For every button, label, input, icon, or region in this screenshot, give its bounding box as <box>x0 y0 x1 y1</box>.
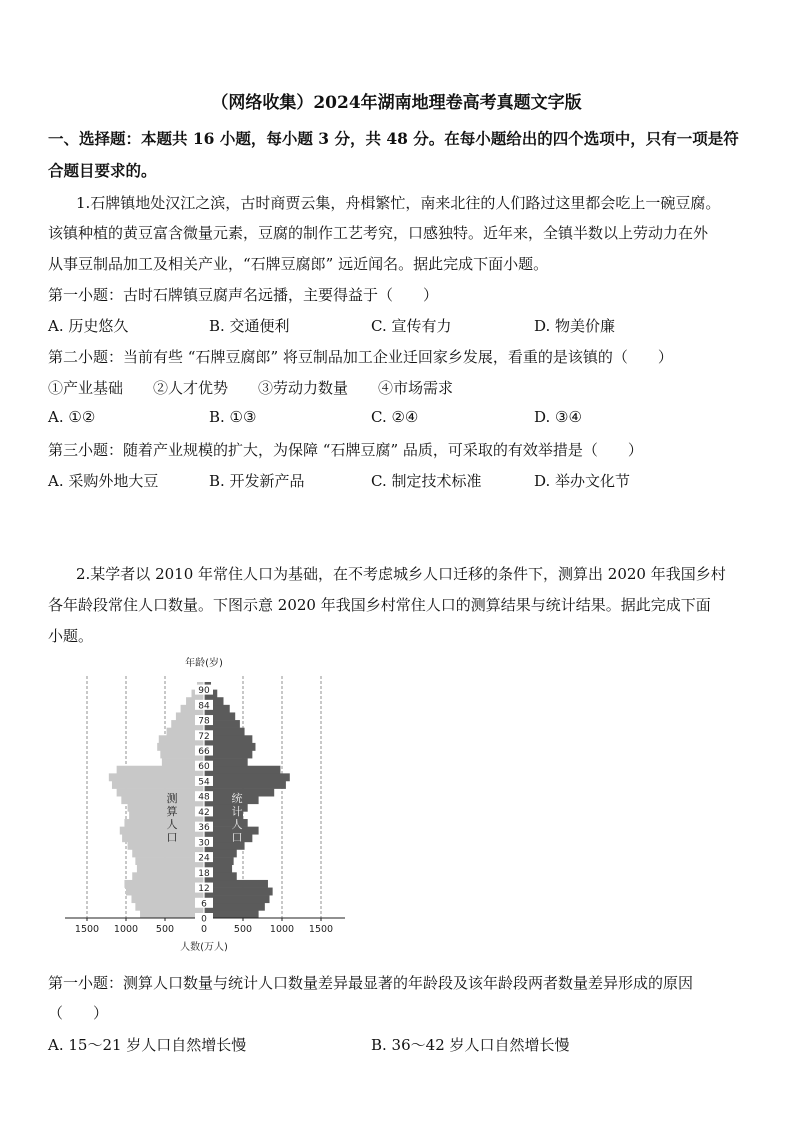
q1-sub1-option-a[interactable]: A. 历史悠久 <box>48 317 129 335</box>
x-tick-label-1: 1000 <box>113 924 139 935</box>
q1-sub2-option-c[interactable]: C. ②④ <box>371 408 419 426</box>
q2-sub1-question-line2: （ ） <box>48 1004 109 1022</box>
q1-stem-line1: 1.石牌镇地处汉江之滨，古时商贾云集，舟楫繁忙，南来北往的人们路过这里都会吃上一碗豆腐。 <box>76 194 721 212</box>
right-label-char-0: 统 <box>231 792 243 805</box>
left-label-char-0: 测 <box>166 792 178 805</box>
left-bar-33 <box>120 827 204 835</box>
y-tick-label-1: 6 <box>201 899 207 910</box>
left-bar-18 <box>137 865 204 873</box>
section-heading-line1: 一、选择题：本题共 16 小题，每小题 3 分，共 48 分。在每小题给出的四个选项中，只有一项是符 <box>48 129 739 148</box>
q1-sub2-items: ①产业基础 ②人才优势 ③劳动力数量 ④市场需求 <box>48 379 454 397</box>
y-tick-label-6: 36 <box>198 823 210 834</box>
right-bar-54 <box>204 773 290 781</box>
left-bar-6 <box>131 895 204 903</box>
y-tick-label-13: 78 <box>198 716 210 727</box>
right-label-char-3: 口 <box>231 831 243 844</box>
y-tick-label-14: 84 <box>198 701 210 712</box>
q1-stem-line3: 从事豆制品加工及相关产业，“石牌豆腐郎” 远近闻名。据此完成下面小题。 <box>48 255 549 273</box>
q1-sub2-option-d[interactable]: D. ③④ <box>534 408 582 426</box>
q1-sub3-option-b[interactable]: B. 开发新产品 <box>209 472 305 490</box>
x-tick-label-0: 1500 <box>74 924 100 935</box>
x-tick-label-2: 500 <box>155 924 175 935</box>
left-bar-3 <box>135 903 204 911</box>
x-tick-label-5: 1000 <box>269 924 295 935</box>
page-title: （网络收集）2024年湖南地理卷高考真题文字版 <box>211 93 582 113</box>
y-axis-label: 年龄(岁) <box>185 658 223 669</box>
x-tick-label-6: 1500 <box>308 924 334 935</box>
right-bar-51 <box>204 781 286 789</box>
left-bar-0 <box>140 910 204 918</box>
q2-stem-line3: 小题。 <box>48 627 94 645</box>
left-bar-54 <box>109 773 204 781</box>
y-tick-label-5: 30 <box>198 838 210 849</box>
y-tick-label-12: 72 <box>198 731 210 742</box>
left-bar-36 <box>124 819 204 827</box>
series-label-left <box>167 791 178 844</box>
q2-sub1-question-line1: 第一小题：测算人口数量与统计人口数量差异最显著的年龄段及该年龄段两者数量差异形成的原因 <box>48 974 694 992</box>
section-heading-line2: 合题目要求的。 <box>48 161 157 180</box>
x-tick-label-4: 500 <box>233 924 253 935</box>
y-tick-label-2: 12 <box>198 884 210 895</box>
x-tick-label-3: 0 <box>200 924 208 935</box>
y-tick-label-9: 54 <box>198 777 210 788</box>
q2-stem-line2: 各年龄段常住人口数量。下图示意 2020 年我国乡村常住人口的测算结果与统计结果。据此完成下面 <box>48 596 711 614</box>
left-label-char-3: 口 <box>166 831 178 844</box>
right-bar-9 <box>204 888 273 896</box>
x-axis-label: 人数(万人) <box>180 942 228 953</box>
q1-sub2-option-a[interactable]: A. ①② <box>48 408 96 426</box>
y-tick-label-8: 48 <box>198 792 210 803</box>
y-tick-label-10: 60 <box>198 762 210 773</box>
left-bar-48 <box>117 789 204 797</box>
left-bar-12 <box>124 880 204 888</box>
y-tick-label-0: 0 <box>201 914 207 925</box>
series-label-right <box>232 791 243 844</box>
left-bar-15 <box>132 872 204 880</box>
q1-sub1-option-b[interactable]: B. 交通便利 <box>209 317 290 335</box>
right-bar-12 <box>204 880 268 888</box>
y-tick-label-11: 66 <box>198 747 210 758</box>
y-tick-label-7: 42 <box>198 807 210 818</box>
q1-sub3-option-c[interactable]: C. 制定技术标准 <box>371 472 482 490</box>
left-label-char-2: 人 <box>166 818 178 831</box>
q2-stem-line1: 2.某学者以 2010 年常住人口为基础，在不考虑城乡人口迁移的条件下，测算出 2020 年我国乡村 <box>76 565 726 583</box>
left-label-char-1: 算 <box>166 805 178 818</box>
y-tick-label-15: 90 <box>198 686 210 697</box>
right-bar-6 <box>204 895 270 903</box>
q1-sub2-question: 第二小题：当前有些 “石牌豆腐郎” 将豆制品加工企业迁回家乡发展，看重的是该镇的（ ） <box>48 348 673 366</box>
left-bar-21 <box>135 857 204 865</box>
y-tick-label-3: 18 <box>198 868 210 879</box>
q2-sub1-option-a[interactable]: A. 15～21 岁人口自然增长慢 <box>48 1036 247 1054</box>
left-bar-51 <box>112 781 204 789</box>
right-label-char-2: 人 <box>231 818 243 831</box>
left-bar-30 <box>122 834 204 842</box>
q1-sub1-option-d[interactable]: D. 物美价廉 <box>534 317 616 335</box>
q1-sub3-option-a[interactable]: A. 采购外地大豆 <box>48 472 159 490</box>
right-label-char-1: 计 <box>231 805 243 818</box>
population-pyramid-chart <box>55 652 355 957</box>
q1-sub2-option-b[interactable]: B. ①③ <box>209 408 257 426</box>
left-bar-9 <box>126 888 204 896</box>
q2-sub1-option-b[interactable]: B. 36～42 岁人口自然增长慢 <box>371 1036 570 1054</box>
left-bar-24 <box>132 849 204 857</box>
right-bar-3 <box>204 903 265 911</box>
left-bar-57 <box>117 766 204 774</box>
q1-sub3-question: 第三小题：随着产业规模的扩大，为保障 “石牌豆腐” 品质，可采取的有效举措是（ ） <box>48 441 643 459</box>
q1-stem-line2: 该镇种植的黄豆富含微量元素，豆腐的制作工艺考究，口感独特。近年来，全镇半数以上劳动力在外 <box>48 224 709 242</box>
y-tick-label-4: 24 <box>198 853 210 864</box>
q1-sub3-option-d[interactable]: D. 举办文化节 <box>534 472 631 490</box>
q1-sub1-question: 第一小题：古时石牌镇豆腐声名远播，主要得益于（ ） <box>48 286 439 304</box>
q1-sub1-option-c[interactable]: C. 宣传有力 <box>371 317 452 335</box>
left-bar-45 <box>121 796 204 804</box>
right-bar-57 <box>204 766 280 774</box>
